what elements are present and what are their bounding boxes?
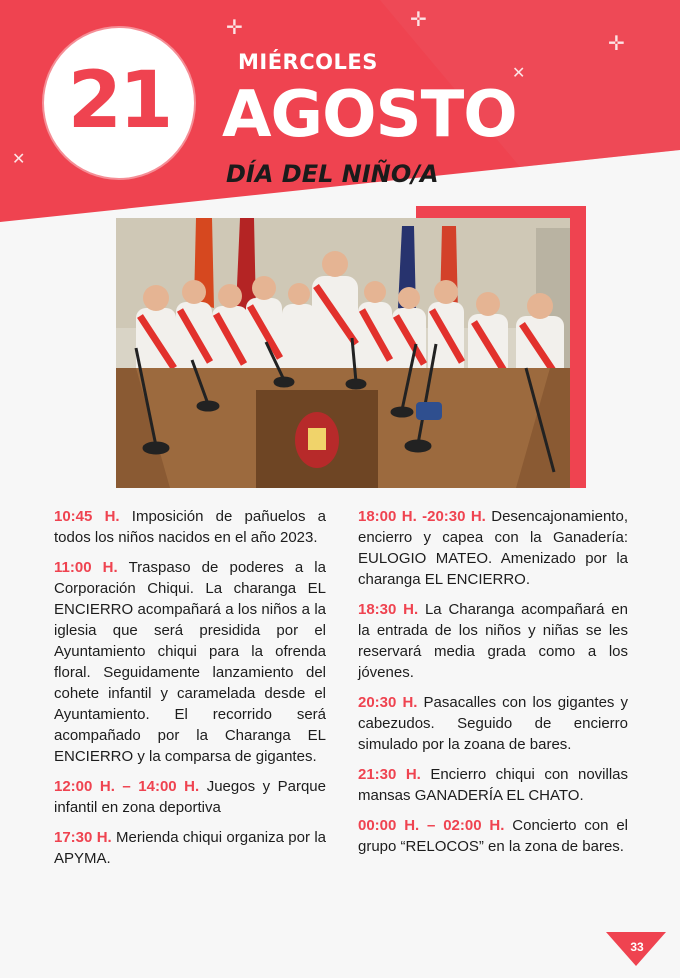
entry-time: 00:00 H. – 02:00 H. (358, 817, 505, 834)
entry-text: Pasacalles con los gigantes y cabezudos. Seguido de encierro simulado por la zoana de bares. (358, 694, 628, 753)
entry-time: 10:45 H. (54, 508, 120, 525)
day-subtitle: DÍA DEL NIÑO/A (226, 160, 439, 188)
schedule-entry (358, 506, 628, 590)
schedule-entry (358, 815, 628, 857)
schedule-entry (358, 764, 628, 806)
entry-text: Merienda chiqui organiza por la APYMA. (54, 829, 326, 867)
schedule-entry (54, 506, 326, 548)
entry-text: La Charanga acompañará en la entrada de los niños y niñas se les reservará media grada como a los jóvenes. (358, 601, 628, 681)
entry-time: 20:30 H. (358, 694, 418, 711)
entry-time: 18:30 H. (358, 601, 419, 618)
entry-time: 11:00 H. (54, 559, 118, 576)
schedule-right-column (358, 506, 628, 866)
entry-text: Desencajonamiento, encierro y capea con la Ganadería: EULOGIO MATEO. Amenizado por la charanga EL ENCIERRO. (358, 508, 628, 588)
schedule-left-column (54, 506, 326, 878)
schedule-entry (358, 692, 628, 755)
sparkle-icon: ✕ (12, 151, 26, 168)
entry-time: 12:00 H. – 14:00 H. (54, 778, 200, 795)
schedule-entry (54, 557, 326, 767)
sparkle-icon: ✛ (226, 17, 243, 39)
sparkle-icon: ✛ (410, 9, 427, 31)
sparkle-icon: ✕ (512, 65, 526, 82)
sparkle-icon: ✛ (608, 33, 625, 55)
group-photo (116, 218, 570, 488)
entry-time: 18:00 H. -20:30 H. (358, 508, 486, 525)
month-title: AGOSTO (222, 78, 517, 152)
entry-time: 17:30 H. (54, 829, 112, 846)
day-number: 21 (67, 56, 171, 146)
entry-text: Traspaso de poderes a la Corporación Chiqui. La charanga EL ENCIERRO acompañará a los niños a la iglesia que será presidida por el Ayuntamiento chiqui para la ofrenda floral. Seguidamente lanzamiento del cohete infantil y caramelada desde el Ayuntamiento. El recorrido será acompañado por la Charanga EL ENCIERRO y la comparsa de gigantes. (54, 559, 326, 765)
entry-text: Juegos y Parque infantil en zona deportiva (54, 778, 326, 816)
entry-text: Concierto con el grupo “RELOCOS” en la zona de bares. (358, 817, 628, 855)
weekday-label: MIÉRCOLES (238, 50, 378, 74)
entry-text: Imposición de pañuelos a todos los niños nacidos en el año 2023. (54, 508, 326, 546)
page-number: 33 (630, 940, 644, 954)
entry-time: 21:30 H. (358, 766, 421, 783)
schedule-entry (358, 599, 628, 683)
entry-text: Encierro chiqui con novillas mansas GANADERÍA EL CHATO. (358, 766, 628, 804)
schedule-entry (54, 776, 326, 818)
schedule-entry (54, 827, 326, 869)
